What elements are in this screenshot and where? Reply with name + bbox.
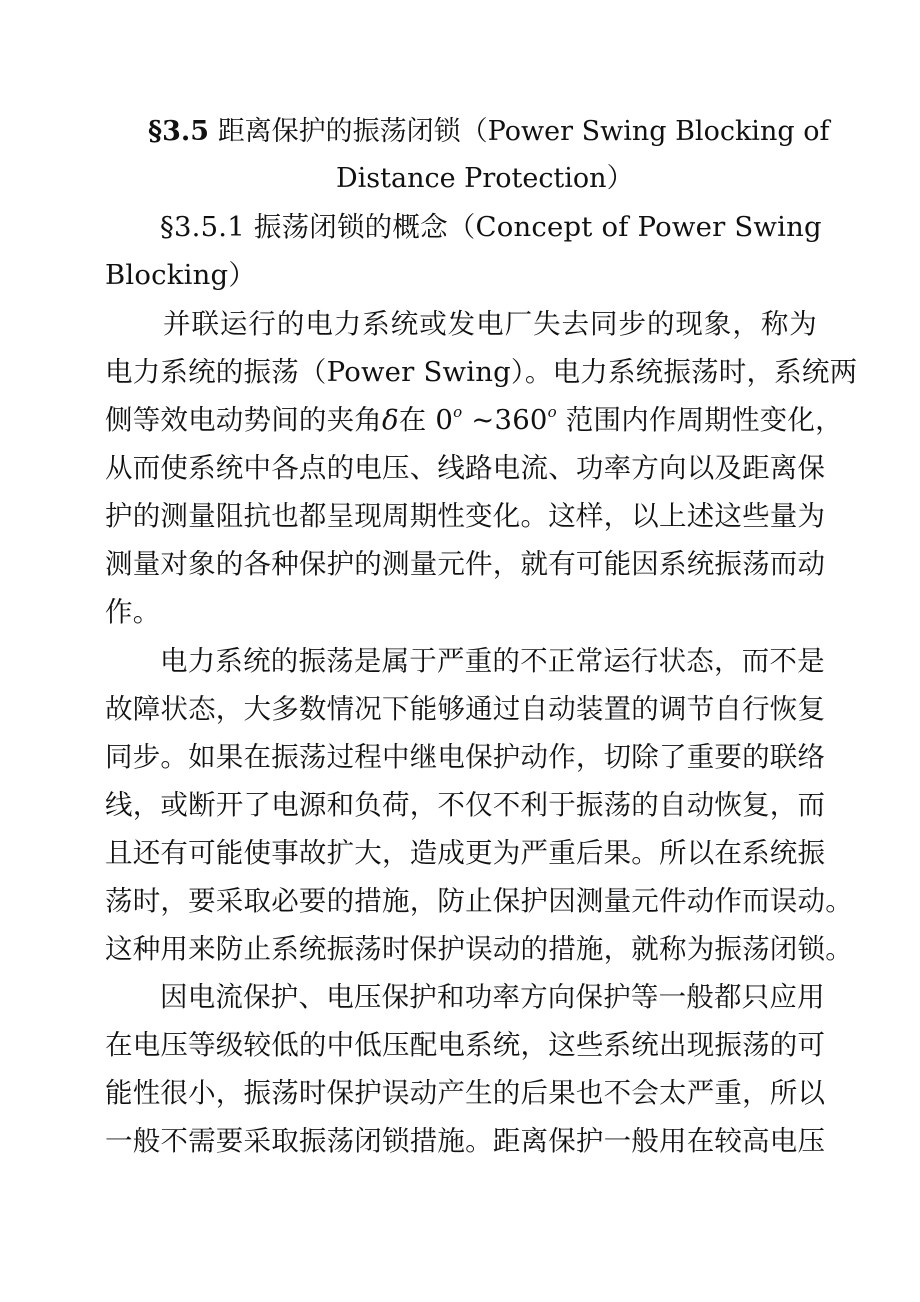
paragraph1-line3 bbox=[105, 400, 843, 440]
paragraph3-line2: 在电压等级较低的中低压配电系统，这些系统出现振荡的可 bbox=[105, 1029, 826, 1061]
subsection-heading-line2: Blocking） bbox=[105, 259, 257, 291]
section-title-part1: 距离保护的振荡闭锁（Power Swing Blocking of bbox=[217, 116, 830, 147]
section-title-part2: Distance Protection） bbox=[336, 163, 634, 194]
paragraph3-line3: 能性很小，振荡时保护误动产生的后果也不会太严重，所以 bbox=[105, 1077, 826, 1109]
paragraph1-line2: 电力系统的振荡（Power Swing）。电力系统振荡时，系统两 bbox=[105, 356, 858, 388]
paragraph2-line7: 这种用来防止系统振荡时保护误动的措施，就称为振荡闭锁。 bbox=[105, 933, 853, 965]
paragraph1-line3-d: 范围内作周期性变化， bbox=[556, 404, 843, 436]
paragraph1-line3-c: ~360 bbox=[462, 404, 548, 436]
degree-superscript-1: o bbox=[453, 403, 463, 421]
paragraph1-line4: 从而使系统中各点的电压、线路电流、功率方向以及距离保 bbox=[105, 452, 826, 484]
paragraph1-line3-b: 在 0 bbox=[398, 404, 454, 436]
paragraph1-line7: 作。 bbox=[105, 596, 161, 628]
degree-superscript-2: o bbox=[547, 403, 557, 421]
paragraph2-line1: 电力系统的振荡是属于严重的不正常运行状态，而不是 bbox=[160, 645, 825, 677]
paragraph2-line4: 线，或断开了电源和负荷，不仅不利于振荡的自动恢复，而 bbox=[105, 789, 826, 821]
paragraph2-line6: 荡时，要采取必要的措施，防止保护因测量元件动作而误动。 bbox=[105, 885, 853, 917]
paragraph3-line4: 一般不需要采取振荡闭锁措施。距离保护一般用在较高电压 bbox=[105, 1125, 826, 1157]
paragraph1-line6: 测量对象的各种保护的测量元件，就有可能因系统振荡而动 bbox=[105, 548, 826, 580]
paragraph1-line1: 并联运行的电力系统或发电厂失去同步的现象，称为 bbox=[163, 308, 817, 340]
paragraph2-line3: 同步。如果在振荡过程中继电保护动作，切除了重要的联络 bbox=[105, 741, 826, 773]
delta-symbol: δ bbox=[382, 404, 399, 436]
paragraph2-line5: 且还有可能使事故扩大，造成更为严重后果。所以在系统振 bbox=[105, 837, 826, 869]
paragraph1-line5: 护的测量阻抗也都呈现周期性变化。这样，以上述这些量为 bbox=[105, 500, 826, 532]
paragraph1-line3-a: 侧等效电动势间的夹角 bbox=[105, 404, 382, 436]
section-number: §3.5 bbox=[148, 116, 210, 147]
paragraph3-line1: 因电流保护、电压保护和功率方向保护等一般都只应用 bbox=[160, 981, 825, 1013]
subsection-heading-line1: §3.5.1 振荡闭锁的概念（Concept of Power Swing bbox=[160, 211, 822, 243]
section-heading bbox=[148, 112, 829, 152]
paragraph2-line2: 故障状态，大多数情况下能够通过自动装置的调节自行恢复 bbox=[105, 693, 826, 725]
